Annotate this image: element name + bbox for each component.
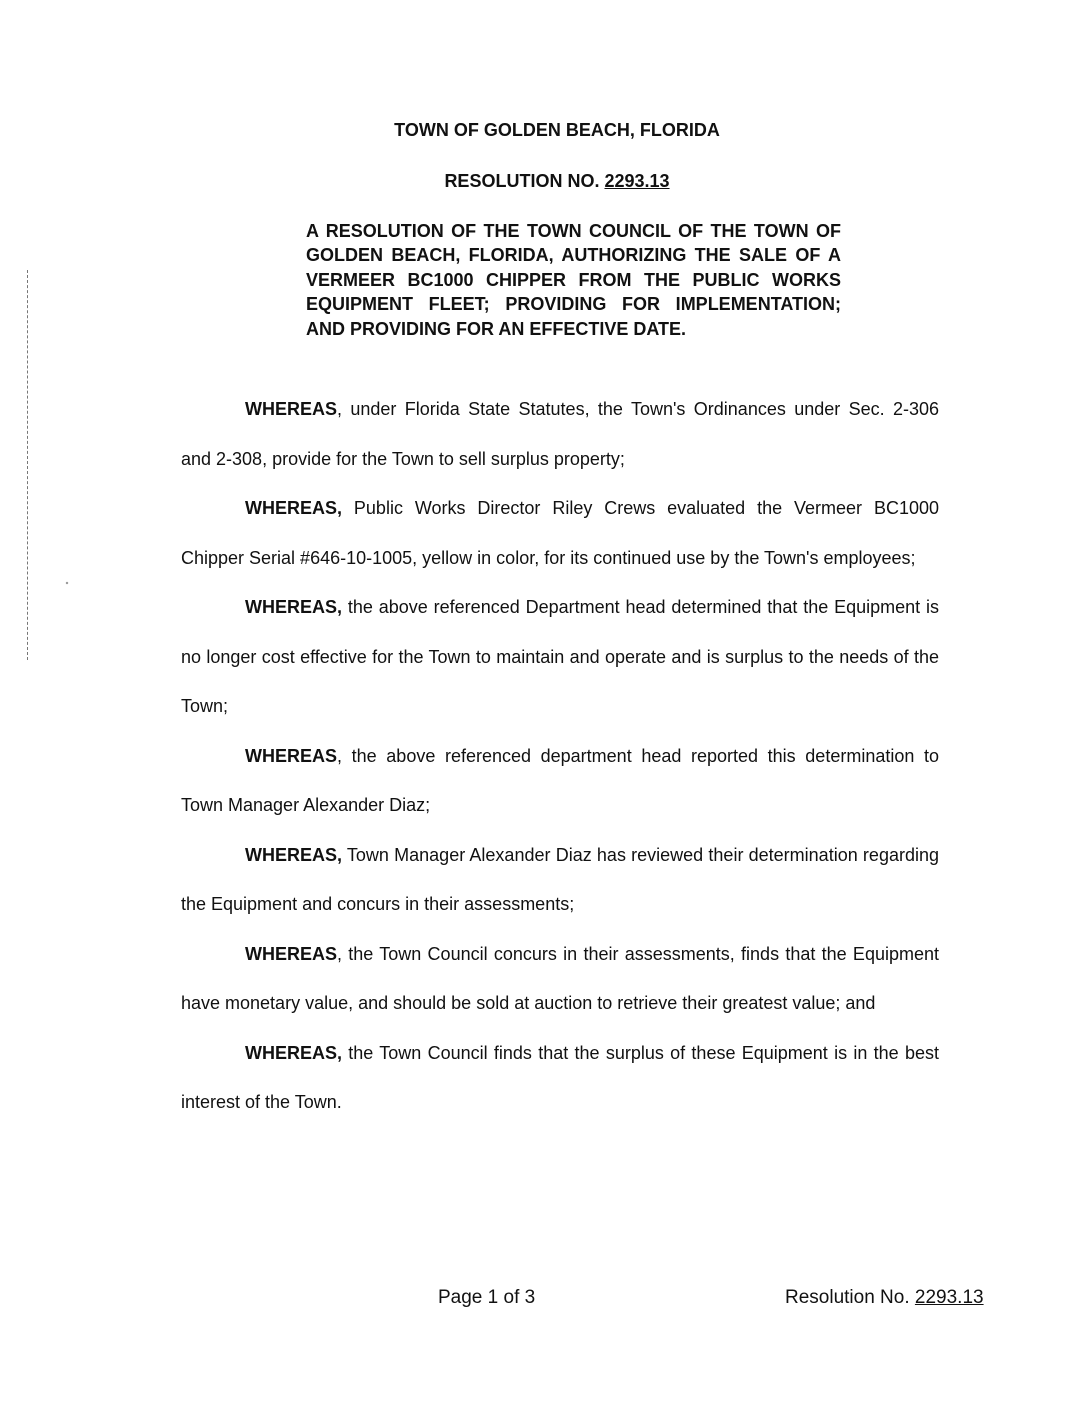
document-title: TOWN OF GOLDEN BEACH, FLORIDA (394, 120, 720, 140)
recital-paragraph (181, 385, 939, 484)
resolution-number: 2293.13 (604, 171, 670, 191)
scan-speck-artifact (66, 582, 69, 585)
whereas-lead: WHEREAS (245, 399, 338, 419)
whereas-lead: WHEREAS, (245, 1042, 343, 1063)
recital-text: Town Manager Alexander Diaz has reviewed their determination regarding the Equipment and concurs in their assessments; (181, 844, 939, 914)
recital-paragraph (181, 930, 939, 1029)
recital-paragraph (181, 484, 939, 583)
recital-paragraph (181, 583, 939, 732)
recital-paragraph (181, 732, 939, 831)
recitals (181, 385, 939, 1128)
recital-paragraph (181, 831, 939, 930)
footer-resolution-number: 2293.13 (914, 1287, 984, 1308)
recital-text: , the Town Council concurs in their assessments, finds that the Equipment have monetary value, and should be sold at auction to retrieve their greatest value; and (181, 943, 939, 1013)
whereas-lead: WHEREAS (245, 943, 338, 964)
whereas-lead: WHEREAS, (245, 844, 343, 865)
recital-text: , under Florida State Statutes, the Town's Ordinances under Sec. 2-306 and 2-308, provide for the Town to sell surplus property; (181, 399, 939, 469)
footer-resolution-label: Resolution No. (785, 1287, 910, 1308)
whereas-lead: WHEREAS (245, 745, 338, 766)
resolution-label: RESOLUTION NO. (444, 171, 600, 191)
scan-edge-artifact (27, 270, 28, 660)
recital-paragraph (181, 1029, 939, 1128)
recital-text: Public Works Director Riley Crews evaluated the Vermeer BC1000 Chipper Serial #646-10-1005, yellow in color, for its continued use by the Town's employees; (181, 498, 939, 568)
whereas-lead: WHEREAS, (245, 498, 343, 518)
recital-text: the above referenced Department head determined that the Equipment is no longer cost effective for the Town to maintain and operate and is surplus to the needs of the Town; (181, 597, 939, 716)
whereas-lead: WHEREAS, (245, 597, 343, 617)
footer-page-number: Page 1 of 3 (438, 1287, 536, 1308)
recital-text: , the above referenced department head reported this determination to Town Manager Alexander Diaz; (181, 745, 939, 815)
recital-text: the Town Council finds that the surplus of these Equipment is in the best interest of the Town. (181, 1042, 939, 1112)
resolution-heading (0, 171, 1088, 192)
resolution-caption: A RESOLUTION OF THE TOWN COUNCIL OF THE TOWN OF GOLDEN BEACH, FLORIDA, AUTHORIZING THE SALE OF A VERMEER BC1000 CHIPPER FROM THE PUBLIC WORKS EQUIPMENT FLEET; PROVIDING FOR IMPLEMENTATION; AND PROVIDING FOR AN EFFECTIVE DATE. (306, 221, 841, 339)
footer-resolution (785, 1287, 984, 1309)
